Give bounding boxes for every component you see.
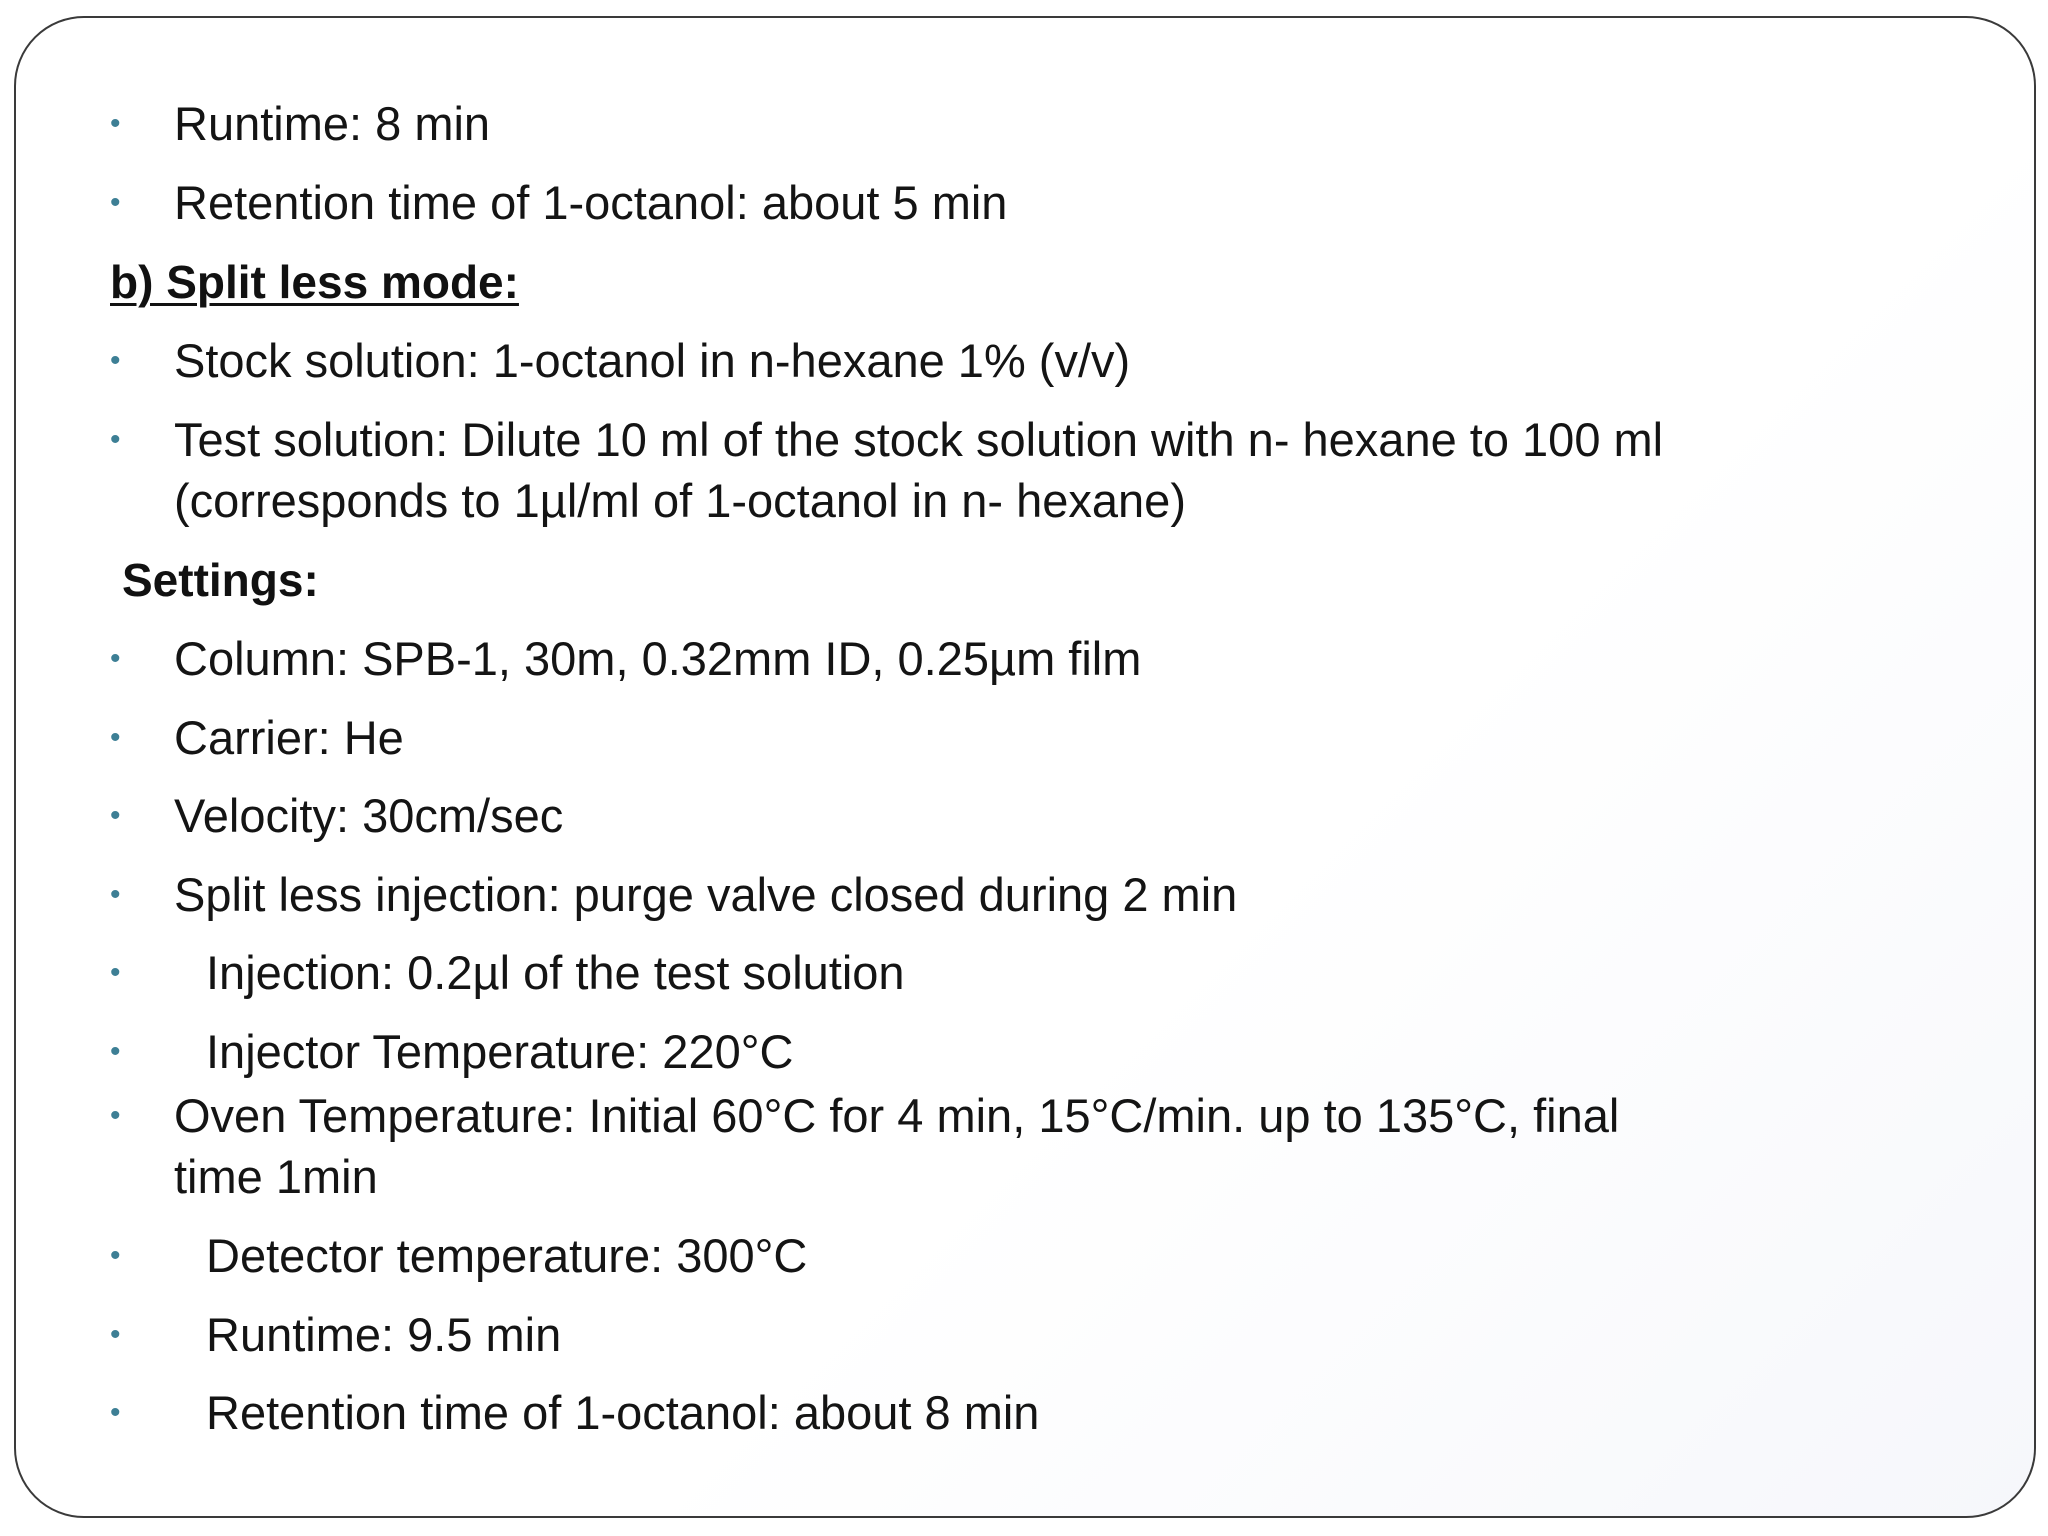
- bullet-icon: •: [110, 799, 121, 832]
- bullet-icon: •: [110, 642, 121, 675]
- list-item-text-line2: time 1min: [174, 1150, 378, 1203]
- list-item-text-line1: Oven Temperature: Initial 60°C for 4 min, 15°C/min. up to 135°C, final: [174, 1089, 1620, 1142]
- section-heading: b) Split less mode:: [110, 256, 519, 308]
- list-item-text: Detector temperature: 300°C: [206, 1229, 808, 1282]
- list-item-text: Retention time of 1-octanol: about 8 min: [206, 1386, 1040, 1439]
- bullet-icon: •: [110, 1318, 121, 1351]
- bullet-icon: •: [110, 1396, 121, 1429]
- bullet-icon: •: [110, 344, 121, 377]
- bullet-icon: •: [110, 1035, 121, 1068]
- bullet-icon: •: [110, 186, 121, 219]
- list-item-text: Runtime: 9.5 min: [206, 1308, 562, 1361]
- list-item-text: Injection: 0.2µl of the test solution: [206, 946, 905, 999]
- settings-heading: Settings:: [122, 554, 319, 606]
- list-item-text: Retention time of 1-octanol: about 5 min: [174, 176, 1008, 229]
- list-item-text: Runtime: 8 min: [174, 97, 491, 150]
- slide-frame: [14, 16, 2036, 1518]
- list-item-text-line1: Test solution: Dilute 10 ml of the stock solution with n- hexane to 100 ml: [174, 413, 1664, 466]
- list-item-text: Column: SPB-1, 30m, 0.32mm ID, 0.25µm film: [174, 632, 1142, 685]
- list-item-text-line2: (corresponds to 1µl/ml of 1-octanol in n- hexane): [174, 474, 1186, 527]
- bullet-icon: •: [110, 721, 121, 754]
- list-item-text: Injector Temperature: 220°C: [206, 1025, 794, 1078]
- bullet-icon: •: [110, 1099, 121, 1132]
- bullet-icon: •: [110, 878, 121, 911]
- list-item-text: Velocity: 30cm/sec: [174, 789, 564, 842]
- list-item-text: Split less injection: purge valve closed during 2 min: [174, 868, 1238, 921]
- bullet-icon: •: [110, 423, 121, 456]
- bullet-icon: •: [110, 1239, 121, 1272]
- bullet-icon: •: [110, 956, 121, 989]
- bullet-icon: •: [110, 107, 121, 140]
- list-item-text: Stock solution: 1-octanol in n-hexane 1% (v/v): [174, 334, 1131, 387]
- list-item-text: Carrier: He: [174, 711, 404, 764]
